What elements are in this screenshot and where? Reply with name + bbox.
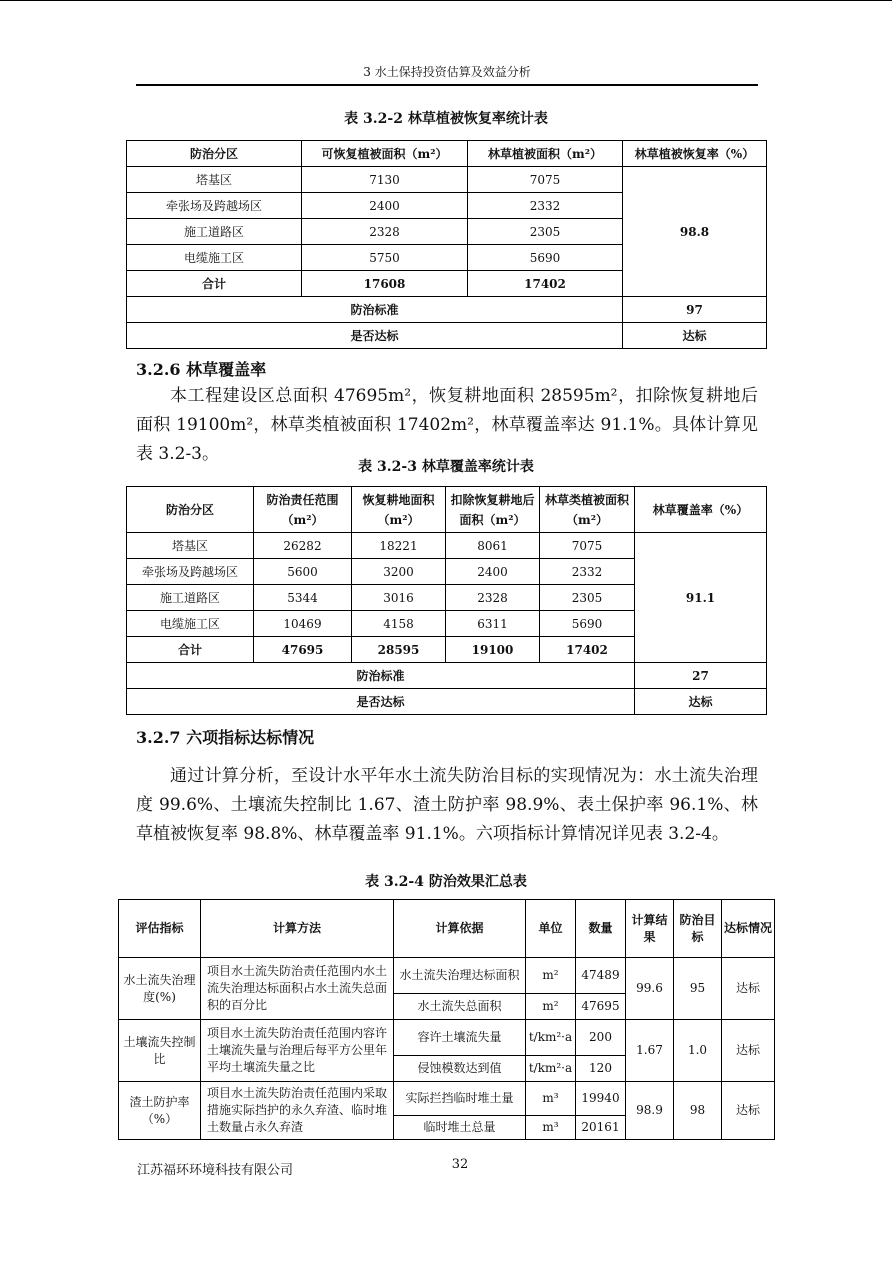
prevention-effect-summary-table [118, 899, 775, 1140]
method-cell: 项目水土流失防治责任范围内水土流失治理达标面积占水土流失总面积的百分比 [201, 958, 394, 1020]
total-vegetation-area: 17402 [468, 271, 623, 297]
column-header: 数量 [576, 900, 626, 958]
unit-cell: m³ [526, 1082, 576, 1116]
basis-cell: 容许土壤流失量 [394, 1020, 526, 1056]
compliance-label: 是否达标 [127, 689, 635, 715]
header-rule [136, 84, 758, 86]
column-header: 计算结果 [626, 900, 674, 958]
unit-cell: m² [526, 958, 576, 994]
column-header: 防治责任范围（m²） [254, 487, 352, 533]
column-header: 计算方法 [201, 900, 394, 958]
restorable-area-cell: 5750 [302, 245, 468, 271]
vegetation-area-cell: 2332 [540, 559, 635, 585]
zone-cell: 牵张场及跨越场区 [127, 193, 302, 219]
basis-cell: 水土流失总面积 [394, 994, 526, 1020]
column-header: 林草类植被面积（m²） [540, 487, 635, 533]
vegetation-restoration-table [126, 140, 767, 349]
net-area-cell: 6311 [446, 611, 540, 637]
vegetation-area-cell: 7075 [468, 167, 623, 193]
standard-label: 防治标准 [127, 663, 635, 689]
quantity-cell: 47489 [576, 958, 626, 994]
restorable-area-cell: 7130 [302, 167, 468, 193]
section-3-2-7-paragraph: 通过计算分析，至设计水平年水土流失防治目标的实现情况为：水土流失治理度 99.6%、土壤流失控制比 1.67、渣土防护率 98.9%、表土保护率 96.1%、林草植被恢复率 98.8%、林草覆盖率 91.1%。六项指标计算情况详见表 3.2-4。 [136, 766, 758, 844]
status-cell: 达标 [722, 1082, 775, 1140]
quantity-cell: 120 [576, 1056, 626, 1082]
column-header: 林草覆盖率（%） [635, 487, 767, 533]
total-label: 合计 [127, 637, 254, 663]
responsibility-area-cell: 26282 [254, 533, 352, 559]
basis-cell: 侵蚀模数达到值 [394, 1056, 526, 1082]
indicator-cell: 水土流失治理度(%) [119, 958, 201, 1020]
section-3-2-6-heading: 3.2.6 林草覆盖率 [136, 360, 267, 379]
coverage-rate-cell: 91.1 [635, 533, 767, 663]
total-vegetation-area: 17402 [540, 637, 635, 663]
responsibility-area-cell: 10469 [254, 611, 352, 637]
section-3-2-7-heading: 3.2.7 六项指标达标情况 [136, 728, 315, 747]
responsibility-area-cell: 5344 [254, 585, 352, 611]
zone-cell: 电缆施工区 [127, 611, 254, 637]
responsibility-area-cell: 5600 [254, 559, 352, 585]
farmland-area-cell: 3200 [352, 559, 446, 585]
column-header: 防治分区 [127, 487, 254, 533]
vegetation-coverage-table [126, 486, 767, 715]
unit-cell: m³ [526, 1116, 576, 1140]
zone-cell: 施工道路区 [127, 219, 302, 245]
status-cell: 达标 [722, 958, 775, 1020]
net-area-cell: 8061 [446, 533, 540, 559]
column-header: 林草植被面积（m²） [468, 141, 623, 167]
restorable-area-cell: 2328 [302, 219, 468, 245]
column-header: 可恢复植被面积（m²） [302, 141, 468, 167]
indicator-cell: 渣土防护率（%） [119, 1082, 201, 1140]
target-cell: 95 [674, 958, 722, 1020]
result-cell: 1.67 [626, 1020, 674, 1082]
table-3-2-3-caption: 表 3.2-3 林草覆盖率统计表 [358, 459, 534, 475]
zone-cell: 塔基区 [127, 167, 302, 193]
column-header: 扣除恢复耕地后面积（m²） [446, 487, 540, 533]
basis-cell: 临时堆土总量 [394, 1116, 526, 1140]
total-net-area: 19100 [446, 637, 540, 663]
basis-cell: 水土流失治理达标面积 [394, 958, 526, 994]
unit-cell: m² [526, 994, 576, 1020]
standard-value: 97 [623, 297, 767, 323]
vegetation-area-cell: 5690 [540, 611, 635, 637]
quantity-cell: 47695 [576, 994, 626, 1020]
total-farmland-area: 28595 [352, 637, 446, 663]
basis-cell: 实际拦挡临时堆土量 [394, 1082, 526, 1116]
compliance-value: 达标 [635, 689, 767, 715]
target-cell: 1.0 [674, 1020, 722, 1082]
unit-cell: t/km²·a [526, 1056, 576, 1082]
footer-company-name: 江苏福环环境科技有限公司 [137, 1163, 294, 1178]
table-3-2-2-caption: 表 3.2-2 林草植被恢复率统计表 [344, 111, 548, 127]
vegetation-area-cell: 7075 [540, 533, 635, 559]
farmland-area-cell: 3016 [352, 585, 446, 611]
total-responsibility-area: 47695 [254, 637, 352, 663]
column-header: 单位 [526, 900, 576, 958]
method-cell: 项目水土流失防治责任范围内容许土壤流失量与治理后每平方公里年平均土壤流失量之比 [201, 1020, 394, 1082]
net-area-cell: 2400 [446, 559, 540, 585]
quantity-cell: 20161 [576, 1116, 626, 1140]
quantity-cell: 19940 [576, 1082, 626, 1116]
total-restorable-area: 17608 [302, 271, 468, 297]
section-3-2-6-paragraph: 本工程建设区总面积 47695m²，恢复耕地面积 28595m²，扣除恢复耕地后面积 19100m²，林草类植被面积 17402m²，林草覆盖率达 91.1%。具体计算见表 3.2-3。 [136, 386, 758, 464]
standard-value: 27 [635, 663, 767, 689]
column-header: 林草植被恢复率（%） [623, 141, 767, 167]
footer-page-number: 32 [451, 1157, 469, 1172]
zone-cell: 施工道路区 [127, 585, 254, 611]
section-3-2-7-body [136, 762, 758, 849]
result-cell: 99.6 [626, 958, 674, 1020]
table-3-2-4-caption: 表 3.2-4 防治效果汇总表 [365, 874, 527, 890]
net-area-cell: 2328 [446, 585, 540, 611]
vegetation-area-cell: 2305 [468, 219, 623, 245]
zone-cell: 电缆施工区 [127, 245, 302, 271]
result-cell: 98.9 [626, 1082, 674, 1140]
compliance-label: 是否达标 [127, 323, 623, 349]
unit-cell: t/km²·a [526, 1020, 576, 1056]
method-cell: 项目水土流失防治责任范围内采取措施实际挡护的永久弃渣、临时堆土数量占永久弃渣 [201, 1082, 394, 1140]
quantity-cell: 200 [576, 1020, 626, 1056]
target-cell: 98 [674, 1082, 722, 1140]
total-label: 合计 [127, 271, 302, 297]
farmland-area-cell: 18221 [352, 533, 446, 559]
indicator-cell: 土壤流失控制比 [119, 1020, 201, 1082]
zone-cell: 牵张场及跨越场区 [127, 559, 254, 585]
column-header: 评估指标 [119, 900, 201, 958]
zone-cell: 塔基区 [127, 533, 254, 559]
standard-label: 防治标准 [127, 297, 623, 323]
vegetation-area-cell: 2332 [468, 193, 623, 219]
farmland-area-cell: 4158 [352, 611, 446, 637]
vegetation-area-cell: 2305 [540, 585, 635, 611]
restorable-area-cell: 2400 [302, 193, 468, 219]
column-header: 达标情况 [722, 900, 775, 958]
running-header: 3 水土保持投资估算及效益分析 [363, 65, 531, 79]
status-cell: 达标 [722, 1020, 775, 1082]
restoration-rate-cell: 98.8 [623, 167, 767, 297]
compliance-value: 达标 [623, 323, 767, 349]
column-header: 防治分区 [127, 141, 302, 167]
column-header: 防治目标 [674, 900, 722, 958]
vegetation-area-cell: 5690 [468, 245, 623, 271]
column-header: 恢复耕地面积（m²） [352, 487, 446, 533]
page-top-border [0, 0, 892, 1]
column-header: 计算依据 [394, 900, 526, 958]
